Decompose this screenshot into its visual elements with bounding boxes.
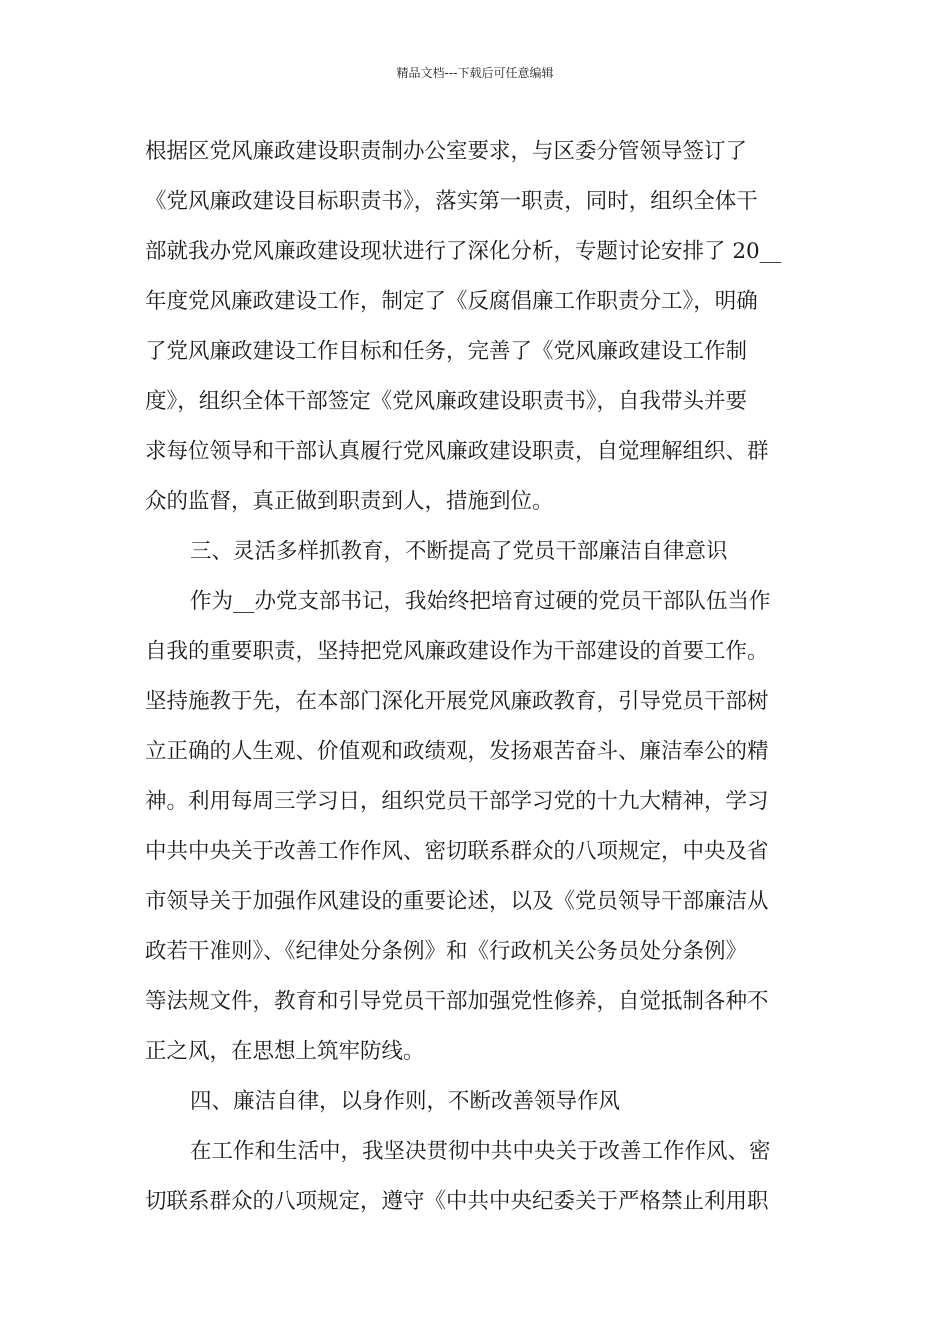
text-line: 等法规文件，教育和引导党员干部加强党性修养，自觉抵制各种不 (145, 989, 769, 1014)
text-line: 中共中央关于改善工作作风、密切联系群众的八项规定，中央及省 (145, 839, 769, 864)
text-line: 市领导关于加强作风建设的重要论述，以及《党员领导干部廉洁从 (145, 889, 769, 914)
text-line: 自我的重要职责，坚持把党风廉政建设作为干部建设的首要工作。 (145, 639, 769, 664)
text-line: 《党风廉政建设目标职责书》，落实第一职责，同时，组织全体干 (145, 189, 758, 214)
text-line: 正之风，在思想上筑牢防线。 (145, 1039, 425, 1064)
text-line: 立正确的人生观、价值观和政绩观，发扬艰苦奋斗、廉洁奉公的精 (145, 739, 769, 764)
page-header: 精品文档---下载后可任意编辑 (396, 66, 554, 80)
text-line: 根据区党风廉政建设职责制办公室要求，与区委分管领导签订了 (145, 139, 748, 164)
text-line: 众的监督，真正做到职责到人，措施到位。 (145, 489, 554, 514)
text-line: 在工作和生活中，我坚决贯彻中共中央关于改善工作作风、密 (190, 1139, 771, 1164)
text-line: 求每位领导和干部认真履行党风廉政建设职责，自觉理解组织、群 (145, 439, 769, 464)
text-line: 切联系群众的八项规定，遵守《中共中央纪委关于严格禁止利用职 (145, 1189, 769, 1214)
text-line: 神。利用每周三学习日，组织党员干部学习党的十九大精神，学习 (145, 789, 769, 814)
text-line: 部就我办党风廉政建设现状进行了深化分析，专题讨论安排了 20__ (145, 239, 782, 264)
section-heading: 三、灵活多样抓教育，不断提高了党员干部廉洁自律意识 (190, 539, 728, 564)
text-line: 了党风廉政建设工作目标和任务，完善了《党风廉政建设工作制 (145, 339, 748, 364)
section-heading: 四、廉洁自律，以身作则，不断改善领导作风 (190, 1089, 621, 1114)
text-line: 政若干准则》、《纪律处分条例》和《行政机关公务员处分条例》 (145, 939, 748, 964)
text-line: 作为__办党支部书记，我始终把培育过硬的党员干部队伍当作 (190, 589, 771, 614)
text-line: 度》，组织全体干部签定《党风廉政建设职责书》，自我带头并要 (145, 389, 748, 414)
text-line: 年度党风廉政建设工作，制定了《反腐倡廉工作职责分工》，明确 (145, 289, 758, 314)
text-line: 坚持施教于先，在本部门深化开展党风廉政教育，引导党员干部树 (145, 689, 769, 714)
